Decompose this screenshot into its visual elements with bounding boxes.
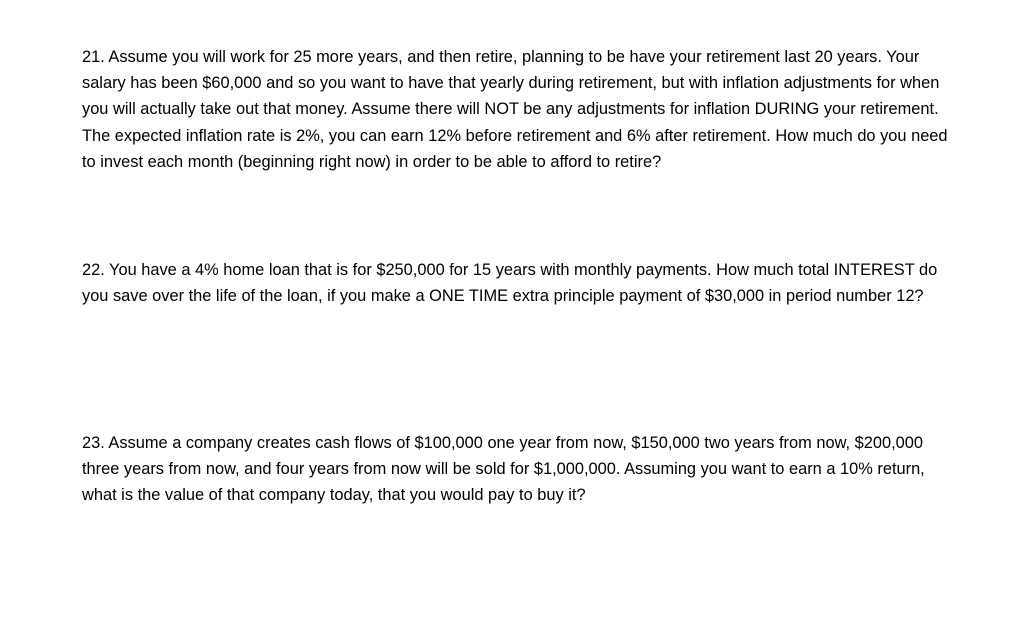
question-22-text: 22. You have a 4% home loan that is for $250,000 for 15 years with monthly payments. How much total INTEREST do you save over the life of the loan, if you make a ONE TIME extra principle payment of $30,000 in period number 12? [82, 261, 938, 306]
question-23-text: 23. Assume a company creates cash flows of $100,000 one year from now, $150,000 two years from now, $200,000 three years from now, and four years from now will be sold for $1,000,000. Assuming you want to earn a 10% return, what is the value of that company today, that you would pay to buy it? [82, 434, 925, 505]
question-21-text: 21. Assume you will work for 25 more years, and then retire, planning to be have your retirement last 20 years. Your salary has been $60,000 and so you want to have that yearly during retirement, but with inflation adjustments for when you will actually take out that money. Assume there will NOT be any adjustments for inflation DURING your retirement. The expected inflation rate is 2%, you can earn 12% before retirement and 6% after retirement. How much do you need to invest each month (beginning right now) in order to be able to afford to retire? [82, 48, 948, 171]
